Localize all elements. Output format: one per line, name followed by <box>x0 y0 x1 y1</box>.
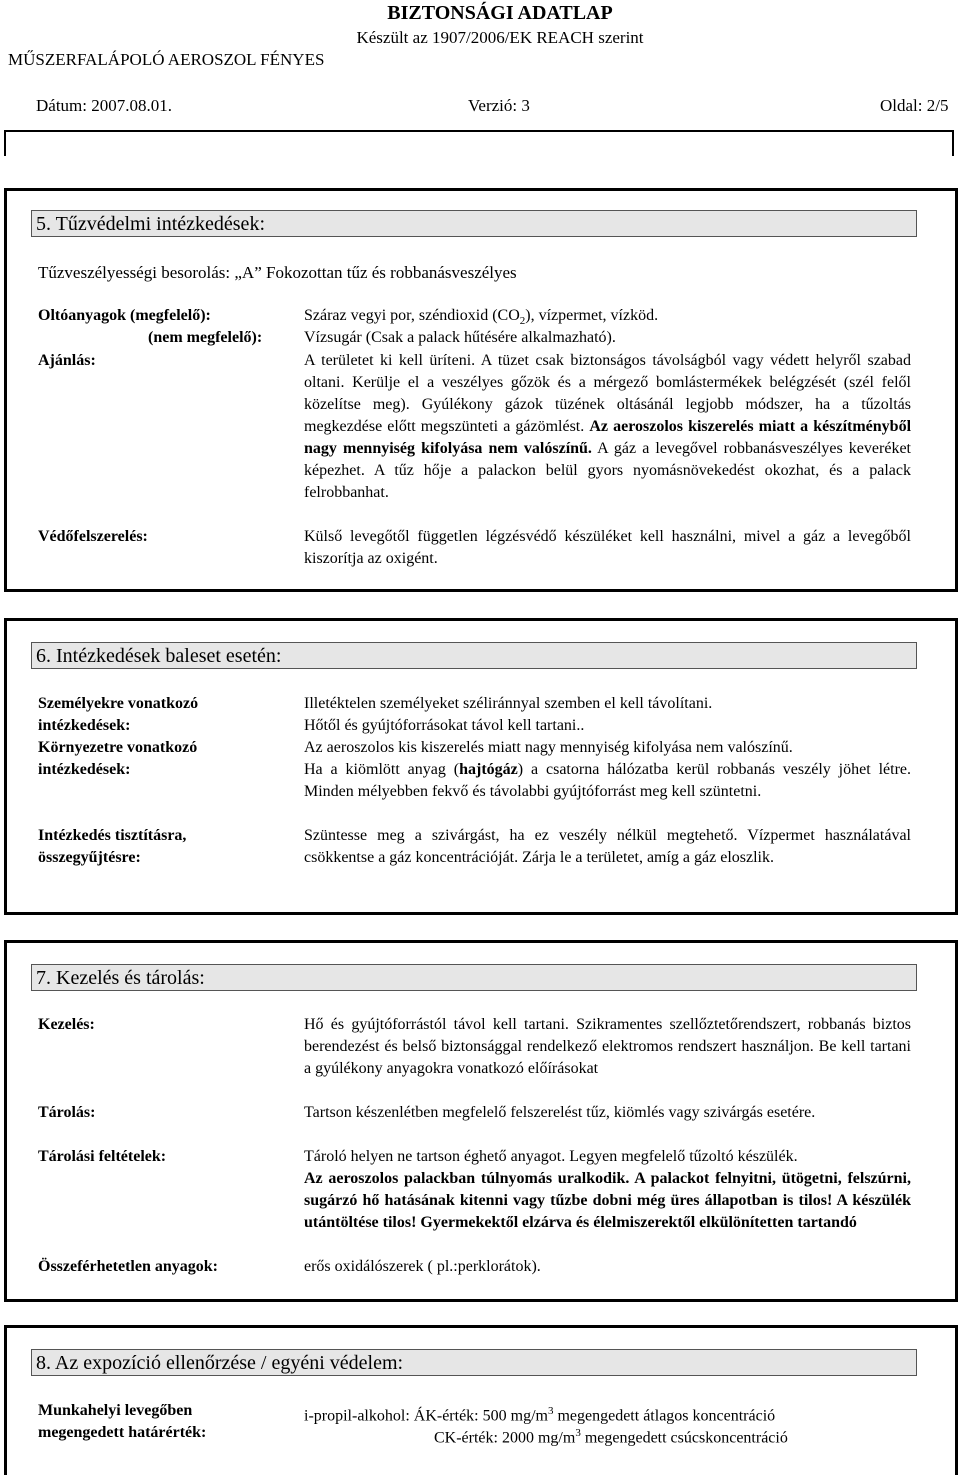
date: Dátum: 2007.08.01. <box>36 96 172 115</box>
unsuitable-media-text: Vízsugár (Csak a palack hűtésére alkalmazható). <box>304 329 616 346</box>
storage-label: Tárolás: <box>38 1104 96 1121</box>
handling-text: Hő és gyújtóforrástól távol kell tartani. Szikramentes szellőztetőrendszert, robbanás biztos berendezést és belső biztonsággal rendelkező elektromos rendszert használjon. Be kell tartani a gyúlékony anyagokra vonatkozó előírásokat <box>304 1016 911 1077</box>
section-6-title: 6. Intézkedések baleset esetén: <box>31 642 917 669</box>
extinguishing-media-label: Oltóanyagok (megfelelő): <box>38 307 211 324</box>
advice-label: Ajánlás: <box>38 352 96 369</box>
section-5-title: 5. Tűzvédelmi intézkedések: <box>31 210 917 237</box>
advice-text: A területet ki kell üríteni. A tüzet csak biztonságos távolságból vagy védett helyről szabad oltani. Kerülje el a veszélyes gőzök és a mérgező bomlástermékek belégzését (szél felől közelítse meg). Gyúlékony gázok tüzének oltásánál legjobb módszer, ha a tűzoltás megkezdése előtt megszünteti a gázömlést. Az aeroszolos kiszerelés miatt a készítményből nagy mennyiség kifolyása nem valószínű. A gáz a levegővel robbanásveszélyes keveréket képezhet. A tűz hője a palackon belül gyors nyomásnövekedést okozhat, és a palack felrobbanhat. <box>304 352 912 501</box>
environmental-text-1: Az aeroszolos kis kiszerelés miatt nagy mennyiség kifolyása nem valószínű. <box>304 739 793 756</box>
exposure-limit-label-1: Munkahelyi levegőben <box>38 1402 193 1419</box>
storage-conditions-label: Tárolási feltételek: <box>38 1148 167 1165</box>
personal-precautions-label-1: Személyekre vonatkozó <box>38 695 199 712</box>
environmental-label-2: intézkedések: <box>38 761 131 778</box>
exposure-limit-ak: i-propil-alkohol: ÁK-érték: 500 $mg/m^3$ megengedett átlagos koncentráció <box>304 1405 776 1425</box>
ppe-text: Külső levegőtől független légzésvédő készüléket kell használni, mivel a gáz a levegőből kiszorítja az oxigént. <box>304 528 911 567</box>
personal-precautions-2: Hőtől és gyújtóforrásokat távol kell tartani.. <box>304 717 585 734</box>
version: Verzió: 3 <box>468 96 530 115</box>
product-name: MŰSZERFALÁPOLÓ AEROSZOL FÉNYES <box>8 50 325 69</box>
cleanup-text: Szüntesse meg a szivárgást, ha ez veszély nélkül megtehető. Vízpermet használatával csökkentse a gáz koncentrációját. Zárja le a területet, amíg a gáz eloszlik. <box>304 827 911 866</box>
page-number: Oldal: 2/5 <box>880 96 949 115</box>
environmental-label-1: Környezetre vonatkozó <box>38 739 198 756</box>
fire-classification: Tűzveszélyességi besorolás: „A” Fokozottan tűz és robbanásveszélyes <box>38 263 517 282</box>
environmental-text-2: Ha a kiömlött anyag (hajtógáz) a csatorna hálózatba kerül robbanás veszély jöhet létre. Minden mélyebben fekvő és távolabbi gyújtóforrást meg kell szüntetni. <box>304 761 911 800</box>
personal-precautions-1: Illetéktelen személyeket széliránnyal szemben el kell távolítani. <box>304 695 713 712</box>
personal-precautions-label-2: intézkedések: <box>38 717 131 734</box>
extinguishing-media-text: Száraz vegyi por, széndioxid $(CO_2)$, vízpermet, vízköd. <box>304 307 659 328</box>
incompatible-label: Összeférhetetlen anyagok: <box>38 1258 218 1275</box>
unsuitable-media-label: (nem megfelelő): <box>148 329 263 346</box>
document-title: BIZTONSÁGI ADATLAP <box>387 2 613 24</box>
incompatible-text: erős oxidálószerek ( pl.:perklorátok). <box>304 1258 541 1275</box>
storage-conditions-text: Tároló helyen ne tartson éghető anyagot. Legyen megfelelő tűzoltó készülék. Az aeroszolos palackban túlnyomás uralkodik. A palackot felnyitni, ütögetni, felszúrni, sugárzó hő hatásának kitenni vagy tűzbe dobni még üres állapotban is tilos! A készülék utántöltése tilos! Gyermekektől elzárva és élelmiszerektől elkülönítetten tartandó <box>304 1148 911 1231</box>
ppe-label: Védőfelszerelés: <box>38 528 148 545</box>
section-8-title: 8. Az expozíció ellenőrzése / egyéni védelem: <box>31 1349 917 1376</box>
storage-text: Tartson készenlétben megfelelő felszerelést tűz, kiömlés vagy szivárgás esetére. <box>304 1104 816 1121</box>
section-7-title: 7. Kezelés és tárolás: <box>31 964 917 991</box>
handling-label: Kezelés: <box>38 1016 95 1033</box>
cleanup-label-2: összegyűjtésre: <box>38 849 141 866</box>
cleanup-label-1: Intézkedés tisztításra, <box>38 827 187 844</box>
exposure-limit-ck: CK-érték: 2000 $mg/m^3$ megengedett csúcskoncentráció <box>434 1427 788 1447</box>
exposure-limit-label-2: megengedett határérték: <box>38 1424 207 1441</box>
document-subtitle: Készült az 1907/2006/EK REACH szerint <box>356 28 644 47</box>
header-rule <box>4 130 954 156</box>
